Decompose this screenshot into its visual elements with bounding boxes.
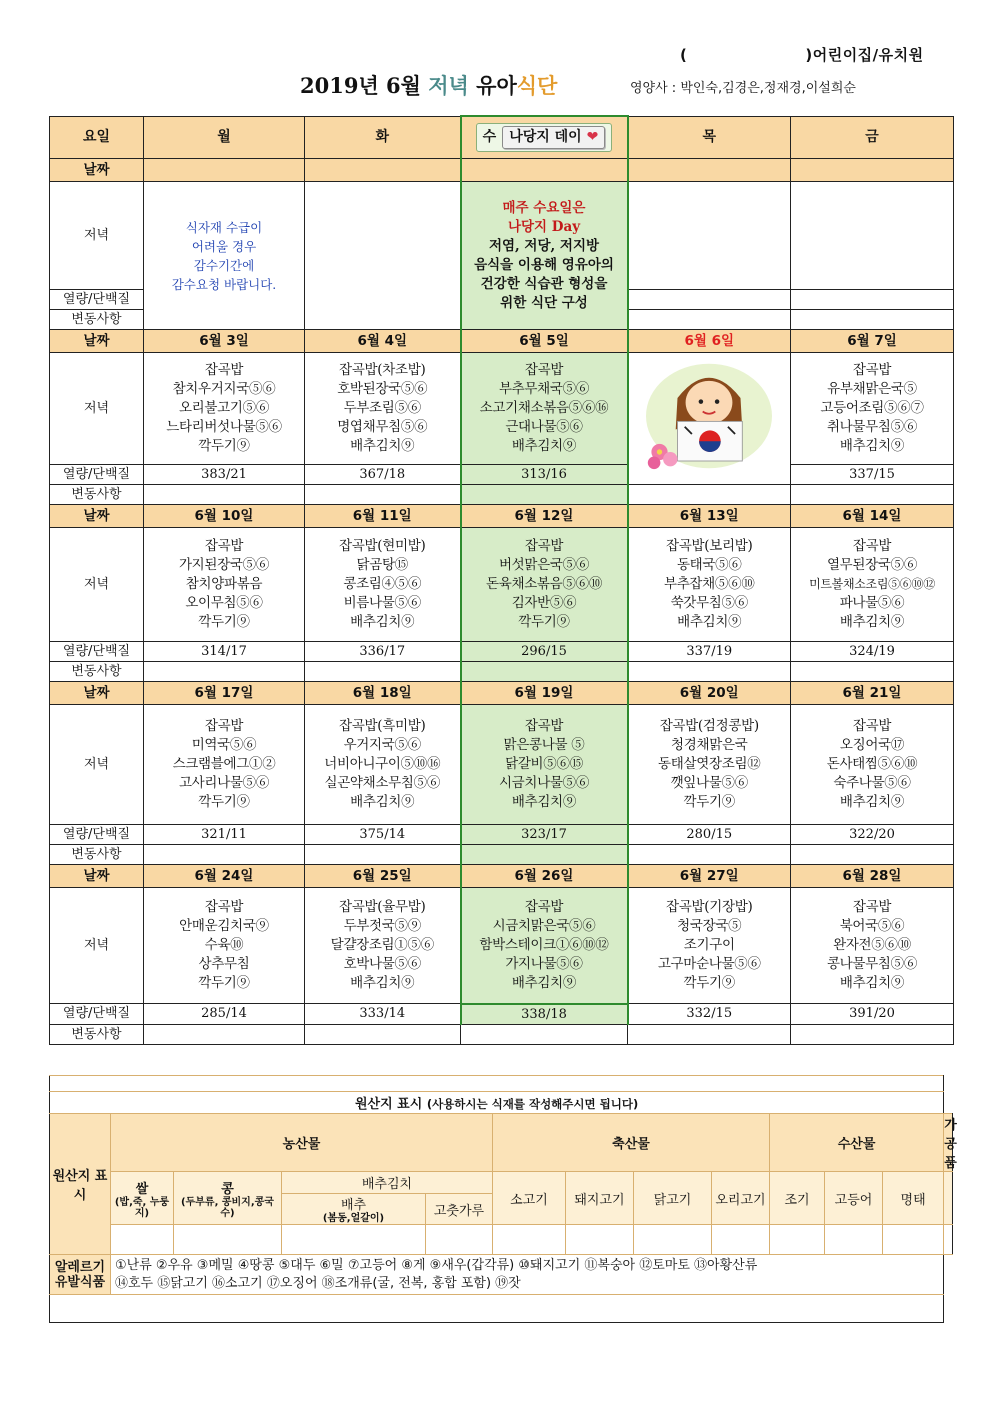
menu-dish: 돈사태찜⑤⑥⑩ <box>826 756 918 772</box>
menu-dish: 고사리나물⑤⑥ <box>178 775 270 791</box>
processed-header: 가공품 <box>944 1114 953 1172</box>
menu-cell <box>628 888 791 1004</box>
menu-dish: 실곤약채소무침⑤⑥ <box>324 775 441 791</box>
menu-dish: 잡곡밥(기장밥) <box>666 899 753 915</box>
kcal-row <box>50 825 954 845</box>
date-cell: 6월 14일 <box>791 505 954 528</box>
menu-dish: 비름나물⑤⑥ <box>343 595 421 611</box>
kcal-cell: 391/20 <box>791 1004 954 1025</box>
allergy-label: 알레르기 유발식품 <box>50 1255 111 1295</box>
kcal-cell: 314/17 <box>144 642 305 662</box>
dinner-label: 저녁 <box>50 528 144 642</box>
menu-dish: 배추김치⑨ <box>350 794 415 810</box>
date-cell: 6월 27일 <box>628 865 791 888</box>
menu-cell <box>461 888 628 1004</box>
dinner-label: 저녁 <box>50 353 144 465</box>
weekday-tue: 화 <box>305 116 461 159</box>
menu-dish: 가지된장국⑤⑥ <box>178 557 270 573</box>
date-row <box>50 159 954 182</box>
change-label: 변동사항 <box>50 485 144 505</box>
menu-cell <box>144 705 305 825</box>
menu-dish: 잡곡밥(검정콩밥) <box>659 718 759 734</box>
date-cell: 6월 4일 <box>305 330 461 353</box>
notice-line: 감수요청 바랍니다. <box>171 276 277 292</box>
menu-dish: 오징어국⑰ <box>839 737 905 753</box>
date-cell: 6월 5일 <box>461 330 628 353</box>
menu-dish: 콩나물무침⑤⑥ <box>826 956 918 972</box>
menu-dish: 쑥갓무침⑤⑥ <box>670 595 748 611</box>
menu-dish: 오리불고기⑤⑥ <box>178 400 270 416</box>
heart-icon: ❤ <box>586 129 599 145</box>
menu-dish: 상추무침 <box>198 956 250 972</box>
change-label: 변동사항 <box>50 845 144 865</box>
menu-cell <box>305 353 461 465</box>
wed-notice <box>461 182 628 330</box>
menu-cell <box>144 888 305 1004</box>
menu-dish: 고등어조림⑤⑥⑦ <box>820 400 924 416</box>
weekday-wed <box>461 116 628 159</box>
institution-paren: ( <box>680 46 688 64</box>
menu-dish: 잡곡밥(차조밥) <box>339 362 426 378</box>
menu-dish: 안매운김치국⑨ <box>179 918 269 934</box>
menu-dish: 잡곡밥 <box>204 362 244 378</box>
menu-dish: 취나물무침⑤⑥ <box>826 419 918 435</box>
kcal-cell: 332/15 <box>628 1004 791 1025</box>
change-label: 변동사항 <box>50 310 144 330</box>
menu-dish: 조기구이 <box>683 937 735 953</box>
date-label: 날짜 <box>50 865 144 888</box>
menu-dish: 파나물⑤⑥ <box>839 595 905 611</box>
menu-dish: 돈육채소볶음⑤⑥⑩ <box>485 576 603 592</box>
menu-dish: 깍두기⑨ <box>518 614 570 630</box>
menu-dish: 잡곡밥 <box>204 718 244 734</box>
mackerel-cell: 고등어 <box>825 1172 883 1225</box>
menu-dish: 호박나물⑤⑥ <box>343 956 421 972</box>
menu-dish: 배추김치⑨ <box>511 794 577 810</box>
menu-dish: 잡곡밥 <box>524 898 564 915</box>
menu-dish: 닭곰탕⑮ <box>356 557 408 573</box>
title-child: 유아 <box>468 73 517 98</box>
menu-dish: 배추김치⑨ <box>677 614 742 630</box>
menu-dish: 김자반⑤⑥ <box>511 595 577 611</box>
weekday-mon: 월 <box>144 116 305 159</box>
nadang-label: 나당지 데이 <box>509 129 582 145</box>
rice-cell: 쌀 (밥,죽, 누룽지) <box>111 1172 174 1225</box>
menu-dish: 깻잎나물⑤⑥ <box>670 775 748 791</box>
date-row <box>50 330 954 353</box>
date-cell: 6월 20일 <box>628 682 791 705</box>
chili-cell: 고춧가루 <box>426 1194 493 1225</box>
menu-dish: 잡곡밥(율무밥) <box>339 899 426 915</box>
menu-cell <box>791 705 954 825</box>
page-title <box>300 70 557 100</box>
menu-dish: 오이무침⑤⑥ <box>185 595 263 611</box>
menu-dish: 잡곡밥 <box>852 718 892 734</box>
date-cell: 6월 3일 <box>144 330 305 353</box>
menu-dish: 잡곡밥 <box>524 538 564 554</box>
notice-line: 어려울 경우 <box>191 238 257 254</box>
menu-dish: 잡곡밥 <box>524 362 564 378</box>
kcal-cell: 285/14 <box>144 1004 305 1025</box>
menu-dish: 두부조림⑤⑥ <box>343 400 421 416</box>
menu-dish: 잡곡밥(흑미밥) <box>339 718 426 734</box>
menu-cell <box>791 353 954 465</box>
date-label: 날짜 <box>50 682 144 705</box>
agri-header: 농산물 <box>111 1114 493 1172</box>
menu-dish: 소고기채소볶음⑤⑥⑯ <box>479 400 609 416</box>
menu-cell <box>144 528 305 642</box>
title-meal: 식단 <box>516 73 558 98</box>
wed-notice-line: 매주 수요일은 <box>502 199 586 216</box>
pork-cell: 돼지고기 <box>566 1172 634 1225</box>
menu-dish: 참치양파볶음 <box>185 576 263 592</box>
menu-dish: 배추김치⑨ <box>511 438 577 454</box>
menu-cell <box>305 705 461 825</box>
institution-label: )어린이집/유치원 <box>805 46 924 64</box>
menu-dish: 깍두기⑨ <box>198 614 250 630</box>
menu-cell <box>144 353 305 465</box>
livestock-header: 축산물 <box>493 1114 770 1172</box>
kcal-cell: 322/20 <box>791 825 954 845</box>
weekday-fri: 금 <box>791 116 954 159</box>
menu-dish: 잡곡밥 <box>524 718 564 734</box>
wed-notice-line: 건강한 식습관 형성을 <box>480 275 608 292</box>
menu-dish: 함박스테이크①⑥⑩⑫ <box>479 936 609 953</box>
date-cell-holiday: 6월 6일 <box>628 330 791 353</box>
menu-dish: 잡곡밥 <box>852 899 892 915</box>
menu-dish: 우거지국⑤⑥ <box>343 737 421 753</box>
menu-dish: 명엽채무침⑤⑥ <box>337 419 428 435</box>
menu-cell <box>791 888 954 1004</box>
date-label: 날짜 <box>50 330 144 353</box>
menu-dish: 깍두기⑨ <box>683 975 735 991</box>
menu-dish: 맑은콩나물 ⑤ <box>503 737 585 753</box>
menu-cell <box>305 888 461 1004</box>
menu-cell <box>461 705 628 825</box>
menu-dish: 깍두기⑨ <box>198 438 250 454</box>
kcal-row <box>50 642 954 662</box>
menu-cell <box>461 528 628 642</box>
duck-cell: 오리고기 <box>712 1172 770 1225</box>
kcal-label: 열량/단백질 <box>50 642 144 662</box>
menu-dish: 잡곡밥 <box>204 538 244 554</box>
date-cell: 6월 13일 <box>628 505 791 528</box>
date-row <box>50 682 954 705</box>
menu-cell <box>628 705 791 825</box>
menu-dish: 가지나물⑤⑥ <box>505 955 583 972</box>
date-cell: 6월 21일 <box>791 682 954 705</box>
menu-dish: 콩조림④⑤⑥ <box>343 576 422 592</box>
menu-dish: 완자전⑤⑥⑩ <box>833 937 911 953</box>
date-cell: 6월 18일 <box>305 682 461 705</box>
menu-dish: 잡곡밥 <box>204 899 244 915</box>
menu-cell <box>791 528 954 642</box>
wed-prefix: 수 <box>482 129 497 145</box>
flag-girl-icon <box>634 362 784 470</box>
kcal-cell: 336/17 <box>305 642 461 662</box>
date-cell: 6월 19일 <box>461 682 628 705</box>
menu-dish: 참치우거지국⑤⑥ <box>172 381 276 397</box>
menu-dish: 동태살엿장조림⑫ <box>658 756 761 772</box>
menu-dish: 부추잡채⑤⑥⑩ <box>663 576 755 592</box>
menu-dish: 닭갈비⑤⑥⑮ <box>505 756 583 772</box>
date-cell: 6월 25일 <box>305 865 461 888</box>
title-dinner: 저녁 <box>428 73 469 98</box>
origin-table <box>49 1075 957 1323</box>
meal-row <box>50 705 954 825</box>
menu-dish: 미역국⑤⑥ <box>191 737 257 753</box>
seafood-header: 수산물 <box>770 1114 944 1172</box>
date-label: 날짜 <box>50 159 144 182</box>
menu-dish: 깍두기⑨ <box>683 794 735 810</box>
date-cell: 6월 7일 <box>791 330 954 353</box>
nadang-badge <box>476 123 613 152</box>
menu-dish: 배추김치⑨ <box>350 975 415 991</box>
menu-dish: 시금치맑은국⑤⑥ <box>492 917 596 934</box>
meal-row <box>50 182 954 290</box>
menu-dish: 깍두기⑨ <box>198 975 250 991</box>
change-label: 변동사항 <box>50 662 144 682</box>
origin-title: 원산지 표시 (사용하시는 식재를 작성해주시면 됩니다) <box>50 1092 944 1114</box>
beef-cell: 소고기 <box>493 1172 566 1225</box>
menu-dish: 열무된장국⑤⑥ <box>826 557 918 573</box>
date-cell: 6월 11일 <box>305 505 461 528</box>
kcal-cell: 337/19 <box>628 642 791 662</box>
kcal-cell: 321/11 <box>144 825 305 845</box>
nutritionist: 영양사 : 박인숙,김경은,정재경,이설희순 <box>630 81 856 96</box>
menu-dish: 잡곡밥(보리밥) <box>666 538 753 554</box>
menu-dish: 두부젓국⑤⑨ <box>343 918 421 934</box>
weekday-header <box>50 116 954 159</box>
kcal-cell: 324/19 <box>791 642 954 662</box>
wed-notice-line: 저염, 저당, 저지방 <box>488 237 600 254</box>
kcal-cell: 375/14 <box>305 825 461 845</box>
kcal-label: 열량/단백질 <box>50 465 144 485</box>
menu-dish: 잡곡밥 <box>852 538 892 554</box>
menu-dish: 호박된장국⑤⑥ <box>337 381 428 397</box>
kcal-label: 열량/단백질 <box>50 825 144 845</box>
date-cell: 6월 12일 <box>461 505 628 528</box>
menu-dish: 배추김치⑨ <box>511 974 577 991</box>
menu-dish: 스크램블에그①② <box>172 756 276 772</box>
menu-dish: 근대나물⑤⑥ <box>505 419 583 435</box>
menu-dish: 청경채맑은국 <box>671 737 748 753</box>
kcal-cell: 280/15 <box>628 825 791 845</box>
menu-dish: 청국장국⑤ <box>677 918 742 934</box>
menu-dish: 미트볼채소조림⑤⑥⑩⑫ <box>809 577 935 591</box>
weekday-thu: 목 <box>628 116 791 159</box>
meal-row <box>50 528 954 642</box>
kcal-cell: 367/18 <box>305 465 461 485</box>
notice-line: 식자재 수급이 <box>185 219 263 235</box>
date-cell: 6월 26일 <box>461 865 628 888</box>
pollock-cell: 명태 <box>883 1172 944 1225</box>
bean-cell: 콩 (두부류, 콩비지,콩국수) <box>174 1172 282 1225</box>
meal-row <box>50 353 954 465</box>
date-label: 날짜 <box>50 505 144 528</box>
wed-notice-line: 음식을 이용해 영유아의 <box>474 256 614 273</box>
kcal-row <box>50 1004 954 1025</box>
date-cell: 6월 17일 <box>144 682 305 705</box>
menu-dish: 유부채맑은국⑤ <box>827 381 917 397</box>
menu-dish: 달걀장조림①⑤⑥ <box>330 937 434 953</box>
kcal-cell: 296/15 <box>461 642 628 662</box>
date-cell: 6월 24일 <box>144 865 305 888</box>
notice-line: 감수기간에 <box>193 257 255 273</box>
menu-dish: 부추무채국⑤⑥ <box>498 381 590 397</box>
menu-dish: 숙주나물⑤⑥ <box>833 775 911 791</box>
menu-cell <box>461 353 628 465</box>
menu-dish: 시금치나물⑤⑥ <box>498 775 590 791</box>
menu-dish: 북어국⑤⑥ <box>839 918 905 934</box>
kcal-cell: 383/21 <box>144 465 305 485</box>
menu-cell <box>628 528 791 642</box>
allergy-list: ①난류 ②우유 ③메밀 ④땅콩 ⑤대두 ⑥밀 ⑦고등어 ⑧게 ⑨새우(갑각류) ⑩돼지고기 ⑪복숭아 ⑫토마토 ⑬아황산류 ⑭호두 ⑮닭고기 ⑯소고기 ⑰오징어 ⑱조개류(굴, 전복, 홍합 포함) ⑲잣 <box>111 1255 944 1295</box>
kcal-cell: 338/18 <box>461 1004 628 1025</box>
menu-dish: 배추김치⑨ <box>839 975 905 991</box>
meal-row <box>50 888 954 1004</box>
day-label: 요일 <box>50 116 144 159</box>
date-cell: 6월 10일 <box>144 505 305 528</box>
kcal-cell: 337/15 <box>791 465 954 485</box>
menu-dish: 배추김치⑨ <box>350 438 415 454</box>
date-row <box>50 865 954 888</box>
menu-dish: 수육⑩ <box>204 937 244 953</box>
menu-dish: 너비아니구이⑤⑩⑯ <box>324 756 441 772</box>
dinner-label: 저녁 <box>50 705 144 825</box>
title-year-month: 2019년 6월 <box>300 73 429 98</box>
menu-dish: 잡곡밥(현미밥) <box>339 538 426 554</box>
croaker-cell: 조기 <box>770 1172 825 1225</box>
kcal-label: 열량/단백질 <box>50 290 144 310</box>
menu-dish: 동태국⑤⑥ <box>676 557 742 573</box>
change-label: 변동사항 <box>50 1024 144 1044</box>
menu-dish: 느타리버섯나물⑤⑥ <box>166 419 282 435</box>
chicken-cell: 닭고기 <box>634 1172 712 1225</box>
origin-row-label: 원산지 표시 <box>50 1114 111 1255</box>
menu-dish: 배추김치⑨ <box>839 438 905 454</box>
menu-dish: 깍두기⑨ <box>198 794 250 810</box>
date-row <box>50 505 954 528</box>
kimchi-header: 배추김치 <box>282 1172 493 1194</box>
kcal-row <box>50 465 954 485</box>
date-cell: 6월 28일 <box>791 865 954 888</box>
dinner-label: 저녁 <box>50 888 144 1004</box>
kcal-label: 열량/단백질 <box>50 1004 144 1025</box>
menu-dish: 버섯맑은국⑤⑥ <box>498 557 590 573</box>
menu-table <box>49 115 954 1045</box>
menu-dish: 잡곡밥 <box>852 362 892 378</box>
menu-cell <box>305 528 461 642</box>
menu-dish: 고구마순나물⑤⑥ <box>657 956 761 972</box>
dinner-label: 저녁 <box>50 182 144 290</box>
menu-dish: 배추김치⑨ <box>839 794 905 810</box>
nadang-pill <box>502 126 605 149</box>
menu-dish: 배추김치⑨ <box>839 614 905 630</box>
cabbage-cell: 배추 (봄동,얼갈이) <box>282 1194 426 1225</box>
menu-dish: 배추김치⑨ <box>350 614 415 630</box>
wed-notice-line: 나당지 Day <box>507 218 581 235</box>
holiday-illustration <box>628 353 791 485</box>
supply-notice <box>144 182 305 330</box>
wed-notice-line: 위한 식단 구성 <box>500 294 588 311</box>
institution-line <box>680 44 924 65</box>
kcal-cell: 323/17 <box>461 825 628 845</box>
kcal-cell: 313/16 <box>461 465 628 485</box>
kcal-cell: 333/14 <box>305 1004 461 1025</box>
